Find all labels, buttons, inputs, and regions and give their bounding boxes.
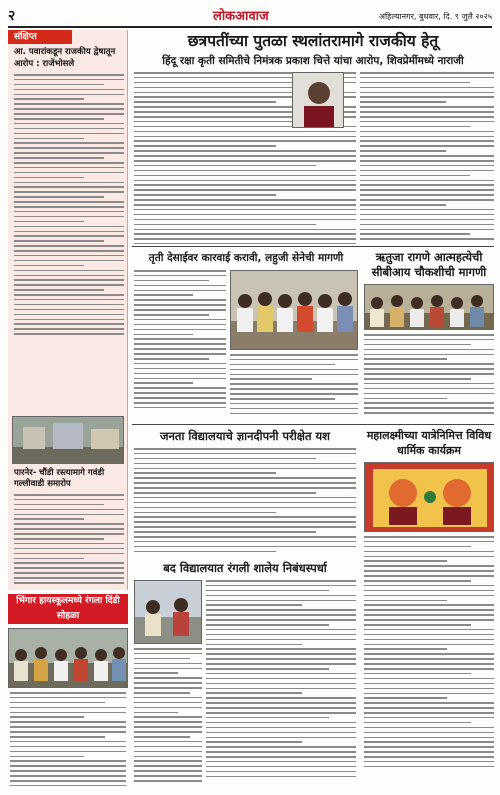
lead-subhead: हिंदू रक्षा कृती समितीचे निमंत्रक प्रकाश चित्ते यांचा आरोप, शिवप्रेमींमध्ये नाराजी (162, 55, 464, 67)
sidebar-story2-title: पारनेर- चौंडी रस्त्यामागे गवंडी गल्लीवाडी समारोप (14, 468, 105, 489)
dateline: अहिल्यानगर, बुधवार, दि. ९ जुलै २०२५ (378, 12, 492, 21)
section-divider (132, 424, 494, 425)
sidebar-story2-text (14, 494, 124, 588)
sidebar-column (8, 30, 128, 590)
story4-headline: ऋतुजा रागणे आत्महत्येची सीबीआय चौकशीची मागणी (371, 250, 487, 279)
sidebar-story1-title: आ. पवारांकडून राजकीय द्वेषातून आरोप : राजेंभोसले (14, 47, 116, 69)
story5-headline: जनता विद्यालयाचे ज्ञानदीपनी परीक्षेत यश (159, 429, 331, 443)
page-number: २ (8, 8, 16, 24)
sidebar-label: संक्षिप्त (8, 30, 72, 44)
story6-deity-photo (364, 462, 494, 532)
story3-headline: तृती देसाईवर कारवाई करावी, लहुजी सेनेची मागणी (148, 252, 344, 264)
story6-text (364, 536, 494, 792)
story3-group-photo (230, 270, 358, 350)
story8-headline: भिंगार हायस्कूलमध्ये रंगला दिंडी सोहळा (8, 594, 128, 624)
masthead-logo: लोकआवाज (213, 9, 269, 24)
lead-portrait-photo (292, 72, 344, 128)
story3-text-b (230, 354, 358, 420)
story6-headline: महालक्ष्मीच्या यात्रेनिमित्त विविध धार्मिक कार्यक्रम (366, 429, 492, 457)
story4-text (364, 334, 494, 420)
lead-text-right (360, 72, 494, 244)
lead-headline: छत्रपतींच्या पुतळा स्थलांतरामागे राजकीय हेतू (187, 32, 439, 50)
section-divider (132, 246, 494, 247)
story7-photo (134, 580, 202, 644)
story3-text-a (134, 270, 226, 420)
sidebar-photo (12, 416, 124, 464)
story7-headline: बद विद्यालयात रंगली शालेय निबंधस्पर्धा (163, 561, 327, 575)
page-header (8, 6, 492, 28)
story8-procession-photo (8, 628, 128, 688)
story5-text (134, 448, 356, 556)
story8-text (10, 692, 126, 790)
story7-text (206, 580, 356, 790)
sidebar-story1-text (14, 74, 124, 414)
story4-group-photo (364, 284, 494, 330)
story7-text-b (134, 648, 202, 790)
